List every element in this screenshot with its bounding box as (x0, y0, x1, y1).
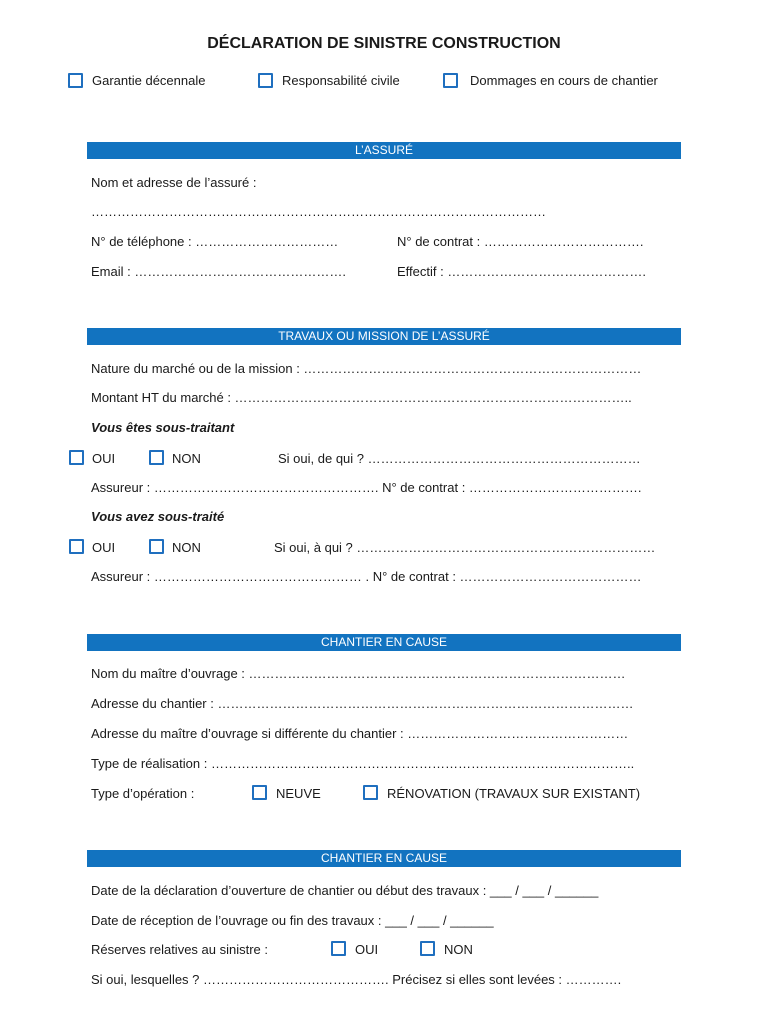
label-renovation: RÉNOVATION (TRAVAUX SUR EXISTANT) (387, 786, 641, 801)
section-header-chantier-dates: CHANTIER EN CAUSE (87, 850, 681, 867)
checkbox-renovation[interactable] (363, 785, 378, 800)
label-oui: OUI (92, 451, 116, 466)
reserves-label: Réserves relatives au sinistre : (91, 942, 269, 957)
checkbox-sous-traitant-oui[interactable] (69, 450, 84, 465)
checkbox-garantie-decennale[interactable] (68, 73, 83, 88)
label-neuve: NEUVE (276, 786, 321, 801)
checkbox-reserves-oui[interactable] (331, 941, 346, 956)
section-header-travaux: TRAVAUX OU MISSION DE L’ASSURÉ (87, 328, 681, 345)
assureur-contrat-field-2[interactable]: Assureur : ………………………………………… . N° de contrat : …………………………………… (91, 569, 642, 584)
checkbox-sous-traitant-non[interactable] (149, 450, 164, 465)
label-oui: OUI (355, 942, 379, 957)
maitre-ouvrage-field[interactable]: Nom du maître d’ouvrage : …………………………………………………………………………… (91, 666, 626, 681)
lesquelles-field[interactable]: Si oui, lesquelles ? ……………………………………. Précisez si elles sont levées : …………. (91, 972, 622, 987)
checkbox-sous-traite-oui[interactable] (69, 539, 84, 554)
checkbox-dommages-chantier[interactable] (443, 73, 458, 88)
page-title: DÉCLARATION DE SINISTRE CONSTRUCTION (207, 35, 561, 52)
checkbox-sous-traite-non[interactable] (149, 539, 164, 554)
label-non: NON (444, 942, 473, 957)
checkbox-reserves-non[interactable] (420, 941, 435, 956)
type-operation-label: Type d’opération : (91, 786, 195, 801)
si-oui-a-qui-field[interactable]: Si oui, à qui ? …………………………………………………………… (274, 540, 656, 555)
nom-adresse-label: Nom et adresse de l’assuré : (91, 175, 257, 190)
nature-marche-field[interactable]: Nature du marché ou de la mission : …………………………………………………………………… (91, 361, 642, 376)
type-realisation-field[interactable]: Type de réalisation : …………………………………………………………………………………….. (91, 756, 635, 771)
adresse-maitre-ouvrage-field[interactable]: Adresse du maître d’ouvrage si différente du chantier : …………………………………………… (91, 726, 629, 741)
montant-ht-field[interactable]: Montant HT du marché : ……………………………………………………………………………….. (91, 390, 632, 405)
contrat-field[interactable]: N° de contrat : ………………………………. (397, 234, 644, 249)
date-reception-field[interactable]: Date de réception de l’ouvrage ou fin des travaux : ___ / ___ / ______ (91, 913, 494, 928)
checkbox-neuve[interactable] (252, 785, 267, 800)
checkbox-responsabilite-civile[interactable] (258, 73, 273, 88)
label-dommages-chantier: Dommages en cours de chantier (470, 73, 658, 88)
assureur-contrat-field-1[interactable]: Assureur : ……………………………………………. N° de contrat : …………………………………. (91, 480, 642, 495)
label-non: NON (172, 540, 201, 555)
sous-traite-question: Vous avez sous-traité (91, 509, 225, 524)
nom-adresse-field[interactable]: …………………………………………………………………………………………… (91, 204, 546, 219)
si-oui-de-qui-field[interactable]: Si oui, de qui ? ……………………………………………………… (278, 451, 641, 466)
label-responsabilite-civile: Responsabilité civile (282, 73, 400, 88)
sous-traitant-question: Vous êtes sous-traitant (91, 420, 235, 435)
label-oui: OUI (92, 540, 116, 555)
section-header-chantier: CHANTIER EN CAUSE (87, 634, 681, 651)
date-declaration-field[interactable]: Date de la déclaration d’ouverture de chantier ou début des travaux : ___ / ___ / ______ (91, 883, 599, 898)
effectif-field[interactable]: Effectif : ………………………………………. (397, 264, 646, 279)
telephone-field[interactable]: N° de téléphone : …………………………… (91, 234, 339, 249)
adresse-chantier-field[interactable]: Adresse du chantier : …………………………………………………………………………………… (91, 696, 634, 711)
email-field[interactable]: Email : …………………………………………. (91, 264, 346, 279)
label-non: NON (172, 451, 201, 466)
section-header-assure: L’ASSURÉ (87, 142, 681, 159)
label-garantie-decennale: Garantie décennale (92, 73, 206, 88)
